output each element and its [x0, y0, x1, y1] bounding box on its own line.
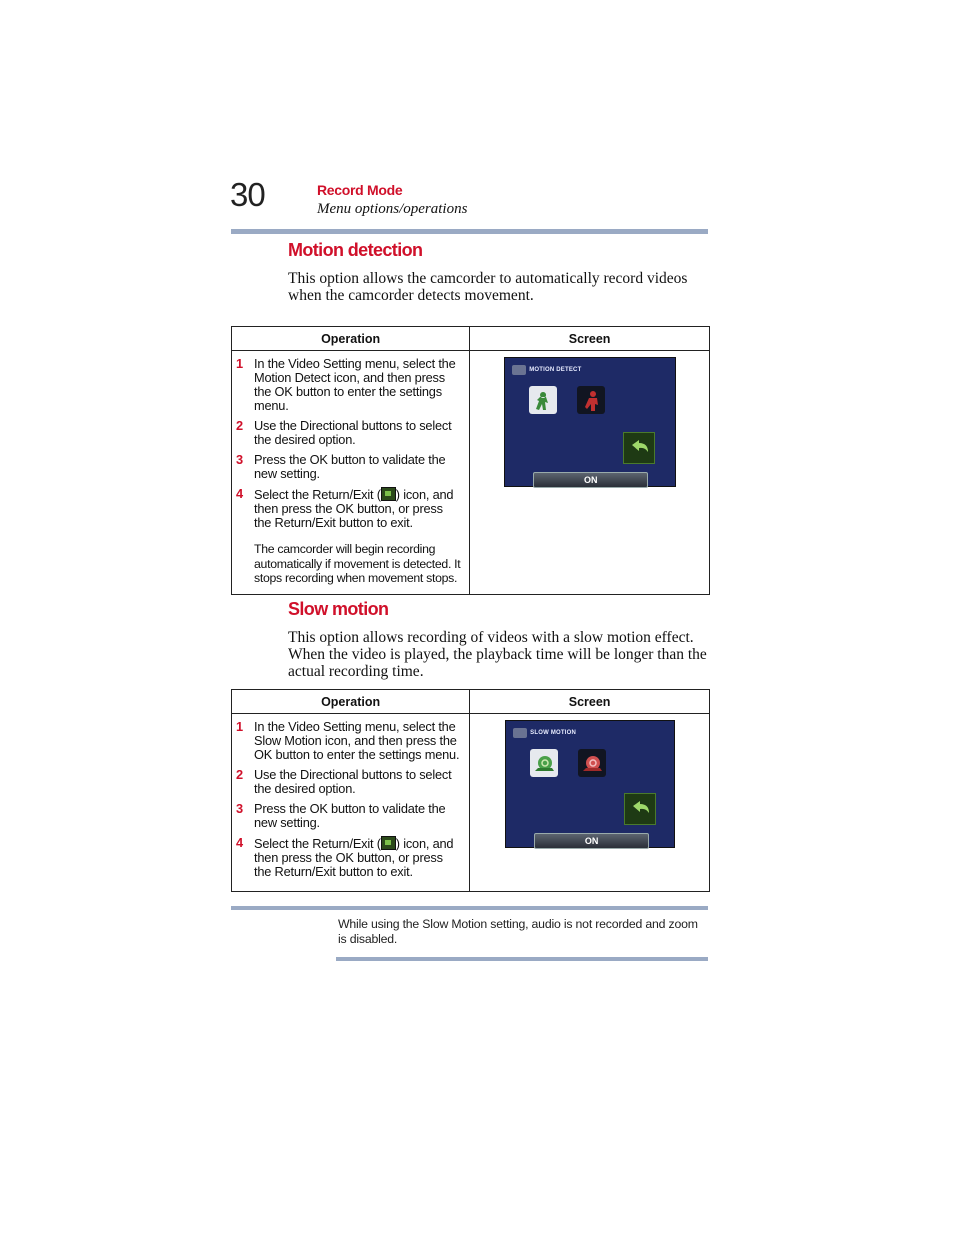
step-list	[232, 714, 469, 891]
note-top-rule	[231, 906, 708, 910]
video-setting-icon	[512, 365, 526, 375]
motion-on-icon	[577, 386, 605, 414]
motion-off-icon	[529, 386, 557, 414]
return-icon	[623, 432, 655, 464]
step-item: 3 Press the OK button to validate the new setting.	[236, 452, 446, 481]
table-header-operation: Operation	[232, 327, 470, 351]
table-header-screen: Screen	[470, 690, 710, 714]
on-button: ON	[534, 833, 649, 849]
header-rule	[231, 229, 708, 234]
slow-motion-heading: Slow motion	[288, 599, 389, 619]
operation-cell	[232, 351, 470, 595]
note-bottom-rule	[336, 957, 708, 961]
screen-title: MOTION DETECT	[529, 367, 582, 373]
screen-title: SLOW MOTION	[530, 730, 577, 736]
step-item: 4 Select the Return/Exit ( ) icon, and then press the OK button, or press the Return/Exit button to exit.	[236, 486, 454, 530]
table-header-operation: Operation	[232, 690, 470, 714]
step-item: 1 In the Video Setting menu, select the Motion Detect icon, and then press the OK button to enter the settings menu.	[236, 356, 456, 413]
slow-motion-note: While using the Slow Motion setting, audio is not recorded and zoom is disabled.	[338, 917, 698, 946]
slow-on-icon	[578, 749, 606, 777]
page-number: 30	[230, 176, 265, 213]
screen-cell	[470, 351, 710, 595]
step-item: 2 Use the Directional buttons to select the desired option.	[236, 418, 452, 447]
step-list	[232, 351, 469, 542]
motion-detection-heading: Motion detection	[288, 240, 423, 260]
motion-detection-intro: This option allows the camcorder to automatically record videos when the camcorder detects movement.	[288, 270, 688, 304]
slow-off-icon	[530, 749, 558, 777]
motion-detection-table	[231, 326, 710, 595]
return-icon	[624, 793, 656, 825]
operation-cell	[232, 714, 470, 892]
camcorder-screen	[504, 357, 676, 487]
step-item: 3 Press the OK button to validate the new setting.	[236, 801, 446, 830]
section-subtitle: Menu options/operations	[317, 201, 468, 217]
slow-motion-intro: This option allows recording of videos with a slow motion effect. When the video is played, the playback time will be longer than the actual recording time.	[288, 629, 707, 680]
return-exit-icon	[381, 487, 396, 501]
return-exit-icon	[381, 836, 396, 850]
video-setting-icon	[513, 728, 527, 738]
on-button: ON	[533, 472, 648, 488]
step-item: 2 Use the Directional buttons to select the desired option.	[236, 767, 452, 796]
motion-note: The camcorder will begin recording automatically if movement is detected. It stops recording when movement stops.	[254, 542, 461, 585]
screen-cell	[470, 714, 710, 892]
slow-motion-table	[231, 689, 710, 892]
step-item: 1 In the Video Setting menu, select the Slow Motion icon, and then press the OK button to enter the settings menu.	[236, 719, 460, 762]
step-item: 4 Select the Return/Exit ( ) icon, and then press the OK button, or press the Return/Exit button to exit.	[236, 835, 454, 879]
table-header-screen: Screen	[470, 327, 710, 351]
section-title: Record Mode	[317, 182, 403, 198]
camcorder-screen	[505, 720, 675, 848]
